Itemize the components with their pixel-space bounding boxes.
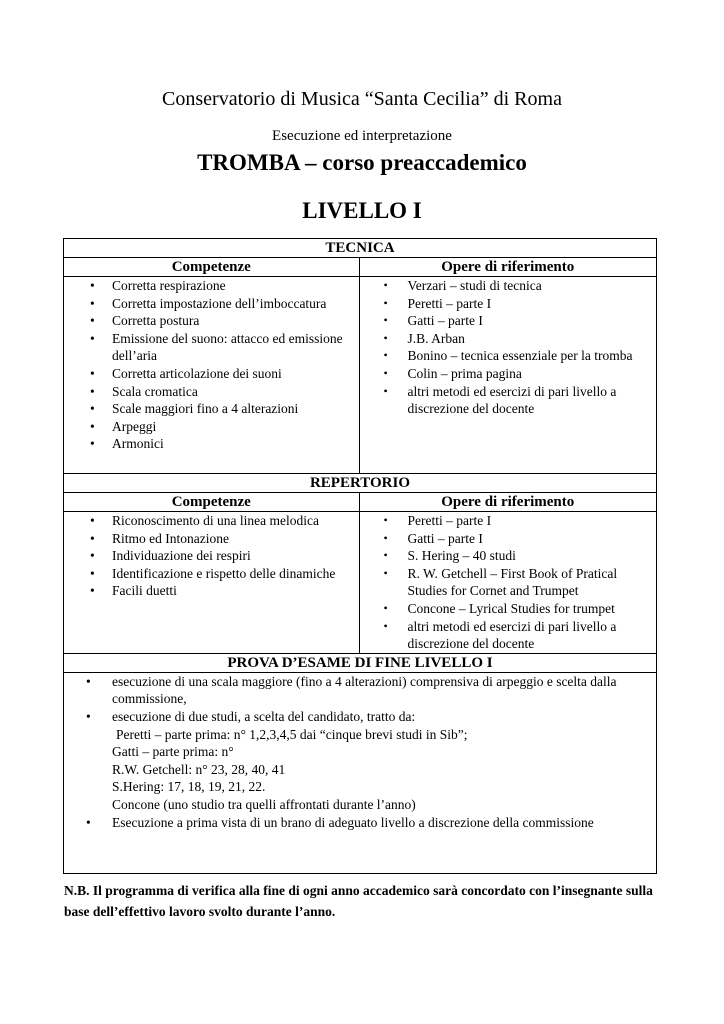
tecnica-opere-list xyxy=(360,277,656,418)
list-item: • altri metodi ed esercizi di pari livello a discrezione del docente xyxy=(360,618,656,653)
repertorio-column-headers xyxy=(64,493,657,512)
prova-sub-hering: S.Hering: 17, 18, 19, 21, 22. xyxy=(112,779,266,795)
list-item: • Gatti – parte I xyxy=(360,530,656,548)
tecnica-heading: TECNICA xyxy=(64,239,657,258)
prova-content-row xyxy=(64,672,657,873)
prova-sub-peretti: Peretti – parte prima: n° 1,2,3,4,5 dai “cinque brevi studi in Sib”; xyxy=(116,726,468,742)
prova-list xyxy=(64,673,656,726)
list-item: • Corretta respirazione xyxy=(64,277,359,295)
list-item: • Arpeggi xyxy=(64,418,359,436)
list-item: • Individuazione dei respiri xyxy=(64,547,359,565)
prova-list-2 xyxy=(64,814,656,832)
tecnica-competenze-list xyxy=(64,277,359,453)
prova-sub-concone: Concone (uno studio tra quelli affrontati durante l’anno) xyxy=(112,796,416,812)
list-item: • Riconoscimento di una linea melodica xyxy=(64,512,359,530)
list-item: • Corretta articolazione dei suoni xyxy=(64,365,359,383)
tecnica-opere-cell xyxy=(359,277,656,474)
prova-heading: PROVA D’ESAME DI FINE LIVELLO I xyxy=(64,653,657,672)
list-item: • Concone – Lyrical Studies for trumpet xyxy=(360,600,656,618)
tecnica-col-competenze: Competenze xyxy=(64,258,360,277)
list-item: • Corretta impostazione dell’imboccatura xyxy=(64,295,359,313)
list-item: • Armonici xyxy=(64,435,359,453)
prova-sub-getchell: R.W. Getchell: n° 23, 28, 40, 41 xyxy=(112,761,286,777)
list-item: • Scale maggiori fino a 4 alterazioni xyxy=(64,400,359,418)
repertorio-opere-list xyxy=(360,512,656,653)
list-item: • S. Hering – 40 studi xyxy=(360,547,656,565)
prova-content-cell xyxy=(64,672,657,873)
prova-sub-gatti: Gatti – parte prima: n° xyxy=(112,744,234,760)
level-title: LIVELLO I xyxy=(302,198,422,223)
tecnica-competenze-cell xyxy=(64,277,360,474)
course-title: TROMBA – corso preaccademico xyxy=(197,150,527,175)
repertorio-col-opere: Opere di riferimento xyxy=(359,493,656,512)
repertorio-heading: REPERTORIO xyxy=(64,474,657,493)
program-table xyxy=(63,238,657,874)
repertorio-competenze-list xyxy=(64,512,359,600)
repertorio-col-competenze: Competenze xyxy=(64,493,360,512)
list-item: • R. W. Getchell – First Book of Pratical Studies for Cornet and Trumpet xyxy=(360,565,656,600)
list-item: • Bonino – tecnica essenziale per la tromba xyxy=(360,347,656,365)
tecnica-column-headers xyxy=(64,258,657,277)
list-item: • Ritmo ed Intonazione xyxy=(64,530,359,548)
list-item: • Colin – prima pagina xyxy=(360,365,656,383)
list-item: • Identificazione e rispetto delle dinamiche xyxy=(64,565,359,583)
list-item: • Esecuzione a prima vista di un brano di adeguato livello a discrezione della commissione xyxy=(64,814,656,832)
list-item: • altri metodi ed esercizi di pari livello a discrezione del docente xyxy=(360,383,656,418)
list-item: • esecuzione di una scala maggiore (fino a 4 alterazioni) comprensiva di arpeggio e scelta dalla commissione, xyxy=(64,673,656,708)
tecnica-heading-row xyxy=(64,239,657,258)
list-item: • Emissione del suono: attacco ed emissione dell’aria xyxy=(64,330,359,365)
list-item: • Peretti – parte I xyxy=(360,295,656,313)
course-subtitle: Esecuzione ed interpretazione xyxy=(272,128,452,144)
list-item: • Scala cromatica xyxy=(64,383,359,401)
list-item: • J.B. Arban xyxy=(360,330,656,348)
institution-title: Conservatorio di Musica “Santa Cecilia” di Roma xyxy=(162,88,562,110)
repertorio-heading-row xyxy=(64,474,657,493)
list-item: • Corretta postura xyxy=(64,312,359,330)
list-item: • Gatti – parte I xyxy=(360,312,656,330)
tecnica-content-row xyxy=(64,277,657,474)
footnote: N.B. Il programma di verifica alla fine di ogni anno accademico sarà concordato con l’insegnante sulla base dell’effettivo lavoro svolto durante l’anno. xyxy=(64,883,653,919)
prova-item2-text: • esecuzione di due studi, a scelta del candidato, tratto da: xyxy=(112,708,416,724)
repertorio-competenze-cell xyxy=(64,512,360,654)
repertorio-content-row xyxy=(64,512,657,654)
list-item xyxy=(64,708,656,726)
prova-heading-row xyxy=(64,653,657,672)
list-item: • Peretti – parte I xyxy=(360,512,656,530)
tecnica-col-opere: Opere di riferimento xyxy=(359,258,656,277)
list-item: • Facili duetti xyxy=(64,582,359,600)
list-item: • Verzari – studi di tecnica xyxy=(360,277,656,295)
repertorio-opere-cell xyxy=(359,512,656,654)
